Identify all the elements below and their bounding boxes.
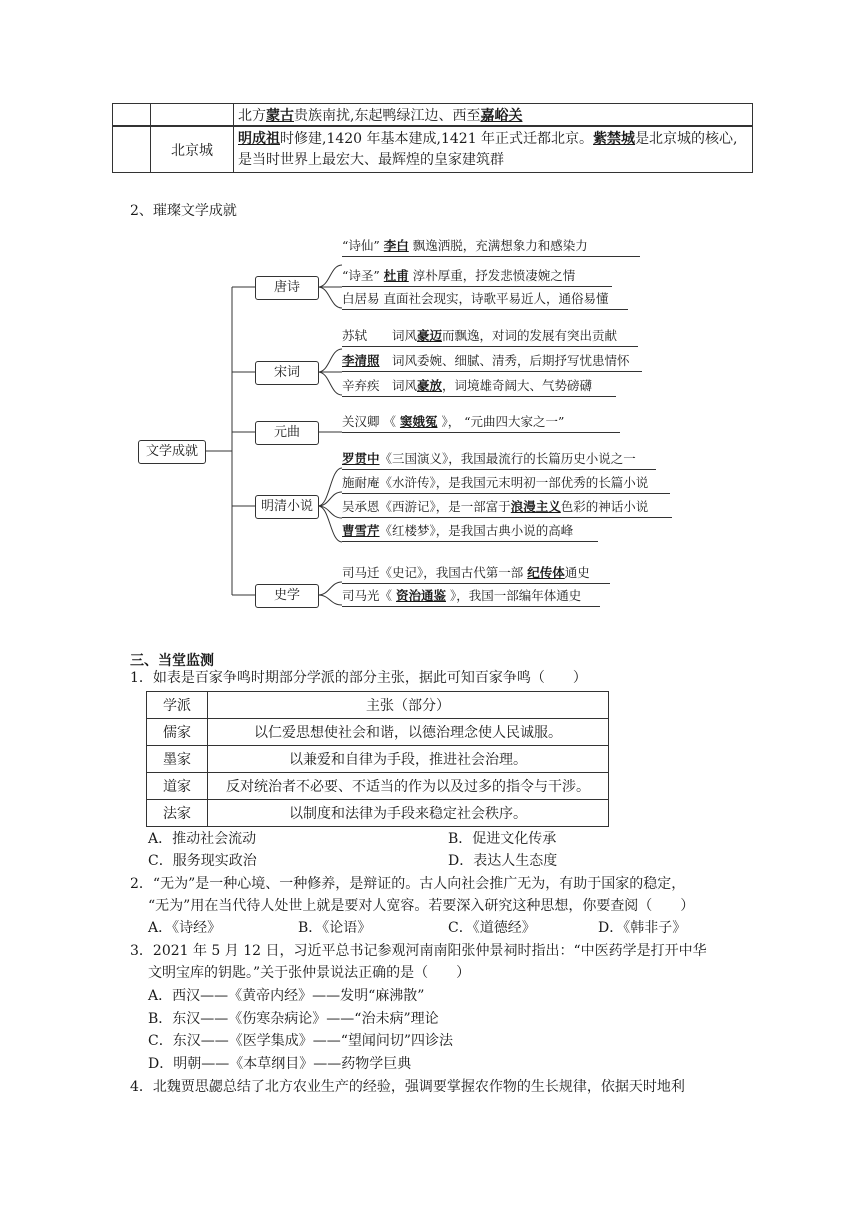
node-tang: 唐诗 <box>255 276 319 300</box>
table-cell: 以制度和法律为手段来稳定社会秩序。 <box>208 800 609 827</box>
q2-line2: “无为”用在当代待人处世上就是要对人宽容。若要深入研究这种思想，你要查阅（ ） <box>148 898 695 914</box>
q1-option-a: A．推动社会流动 <box>148 831 257 847</box>
table-cell: 儒家 <box>147 719 208 746</box>
mongol-keyword: 蒙古 <box>266 107 294 124</box>
mingqing-link <box>318 468 342 506</box>
q4-line1: 4．北魏贾思勰总结了北方农业生产的经验，强调要掌握农作物的生长规律，依据天时地利 <box>130 1079 685 1095</box>
text: 是当时世界上最宏大、最辉煌的皇家建筑群 <box>238 151 504 168</box>
text: 北方 <box>238 107 266 124</box>
q1-stem: 1．如表是百家争鸣时期部分学派的部分主张，据此可知百家争鸣（ ） <box>130 670 587 686</box>
q3-line2: 文明宝库的钥匙。”关于张仲景说法正确的是（ ） <box>148 965 471 981</box>
q1-option-d: D．表达人生态度 <box>448 853 558 869</box>
table-header: 学派 <box>147 692 208 719</box>
beijing-label: 北京城 <box>151 127 234 173</box>
q2-option-b: B．《论语》 <box>298 920 372 936</box>
table-cell: 法家 <box>147 800 208 827</box>
mingqing-item: 施耐庵《水浒传》，是我国元末明初一部优秀的长篇小说 <box>342 474 670 494</box>
q1-option-c: C．服务现实政治 <box>148 853 257 869</box>
tang-item: “诗圣” 杜甫 淳朴厚重，抒发悲愤凄婉之情 <box>342 267 612 287</box>
yuan-item: 关汉卿 《 窦娥冤 》， “元曲四大家之一” <box>342 413 620 433</box>
song-item: 苏轼 词风豪迈而飘逸，对词的发展有突出贡献 <box>342 327 638 347</box>
section-3-title: 三、当堂监测 <box>130 653 214 669</box>
tang-link <box>318 265 342 287</box>
section-2-title: 2、璀璨文学成就 <box>130 203 237 219</box>
node-mingqing: 明清小说 <box>255 495 319 519</box>
tang-item: “诗仙” 李白 飘逸洒脱，充满想象力和感染力 <box>342 237 640 257</box>
text: 贵族南扰,东起鸭绿江边、西至 <box>294 107 481 124</box>
mingqing-item: 吴承恩《西游记》，是一部富于浪漫主义色彩的神话小说 <box>342 498 672 518</box>
q3-option-c: C．东汉——《医学集成》——“望闻问切”四诊法 <box>148 1033 454 1049</box>
shi-link <box>318 582 342 595</box>
table-cell: 以兼爱和自律为手段，推进社会治理。 <box>208 746 609 773</box>
q2-option-a: A．《诗经》 <box>148 920 222 936</box>
shi-item: 司马迁《史记》，我国古代第一部 纪传体通史 <box>342 564 610 584</box>
q3-line1: 3．2021 年 5 月 12 日，习近平总书记参观河南南阳张仲景祠时指出：“中医药学是打开中华 <box>130 943 707 959</box>
shi-item: 司马光《 资治通鉴 》，我国一部编年体通史 <box>342 587 600 607</box>
tang-item: 白居易 直面社会现实，诗歌平易近人，通俗易懂 <box>342 290 628 310</box>
table-cell: 墨家 <box>147 746 208 773</box>
q2-option-d: D．《韩非子》 <box>598 920 687 936</box>
mingqing-item: 罗贯中《三国演义》，我国最流行的长篇历史小说之一 <box>342 450 656 470</box>
q1-option-b: B．促进文化传承 <box>448 831 557 847</box>
song-item: 李清照 词风委婉、细腻、清秀，后期抒写忧患情怀 <box>342 352 642 372</box>
table-cell: 反对统治者不必要、不适当的作为以及过多的指令与干涉。 <box>208 773 609 800</box>
q3-option-d: D．明朝——《本草纲目》——药物学巨典 <box>148 1056 412 1072</box>
node-shi: 史学 <box>255 584 319 608</box>
q2-option-c: C．《道德经》 <box>448 920 536 936</box>
text: 是北京城的核心, <box>635 130 738 147</box>
q2-line1: 2．“无为”是一种心境、一种修养，是辩证的。古人向社会推广无为，有助于国家的稳定， <box>130 876 686 892</box>
q1-table <box>146 691 609 827</box>
text: 时修建,1420 年基本建成,1421 年正式迁都北京。 <box>280 130 594 147</box>
q3-option-a: A．西汉——《黄帝内经》——发明“麻沸散” <box>148 988 425 1004</box>
root-node: 文学成就 <box>138 440 206 464</box>
ming-chengzu-keyword: 明成祖 <box>238 130 280 147</box>
mingqing-item: 曹雪芹《红楼梦》，是我国古典小说的高峰 <box>342 522 598 542</box>
song-item: 辛弃疾 词风豪放，词境雄奇阔大、气势磅礴 <box>342 377 616 397</box>
table-cell: 道家 <box>147 773 208 800</box>
table-header: 主张（部分） <box>208 692 609 719</box>
node-yuan: 元曲 <box>255 421 319 445</box>
q3-option-b: B．东汉——《伤寒杂病论》——“治未病”理论 <box>148 1011 439 1027</box>
table-cell: 以仁爱思想使社会和谐，以德治理念使人民诚服。 <box>208 719 609 746</box>
forbidden-city-keyword: 紫禁城 <box>593 130 636 147</box>
node-song: 宋词 <box>255 361 319 385</box>
song-link <box>318 349 342 372</box>
jiayuguan-keyword: 嘉峪关 <box>480 107 523 124</box>
